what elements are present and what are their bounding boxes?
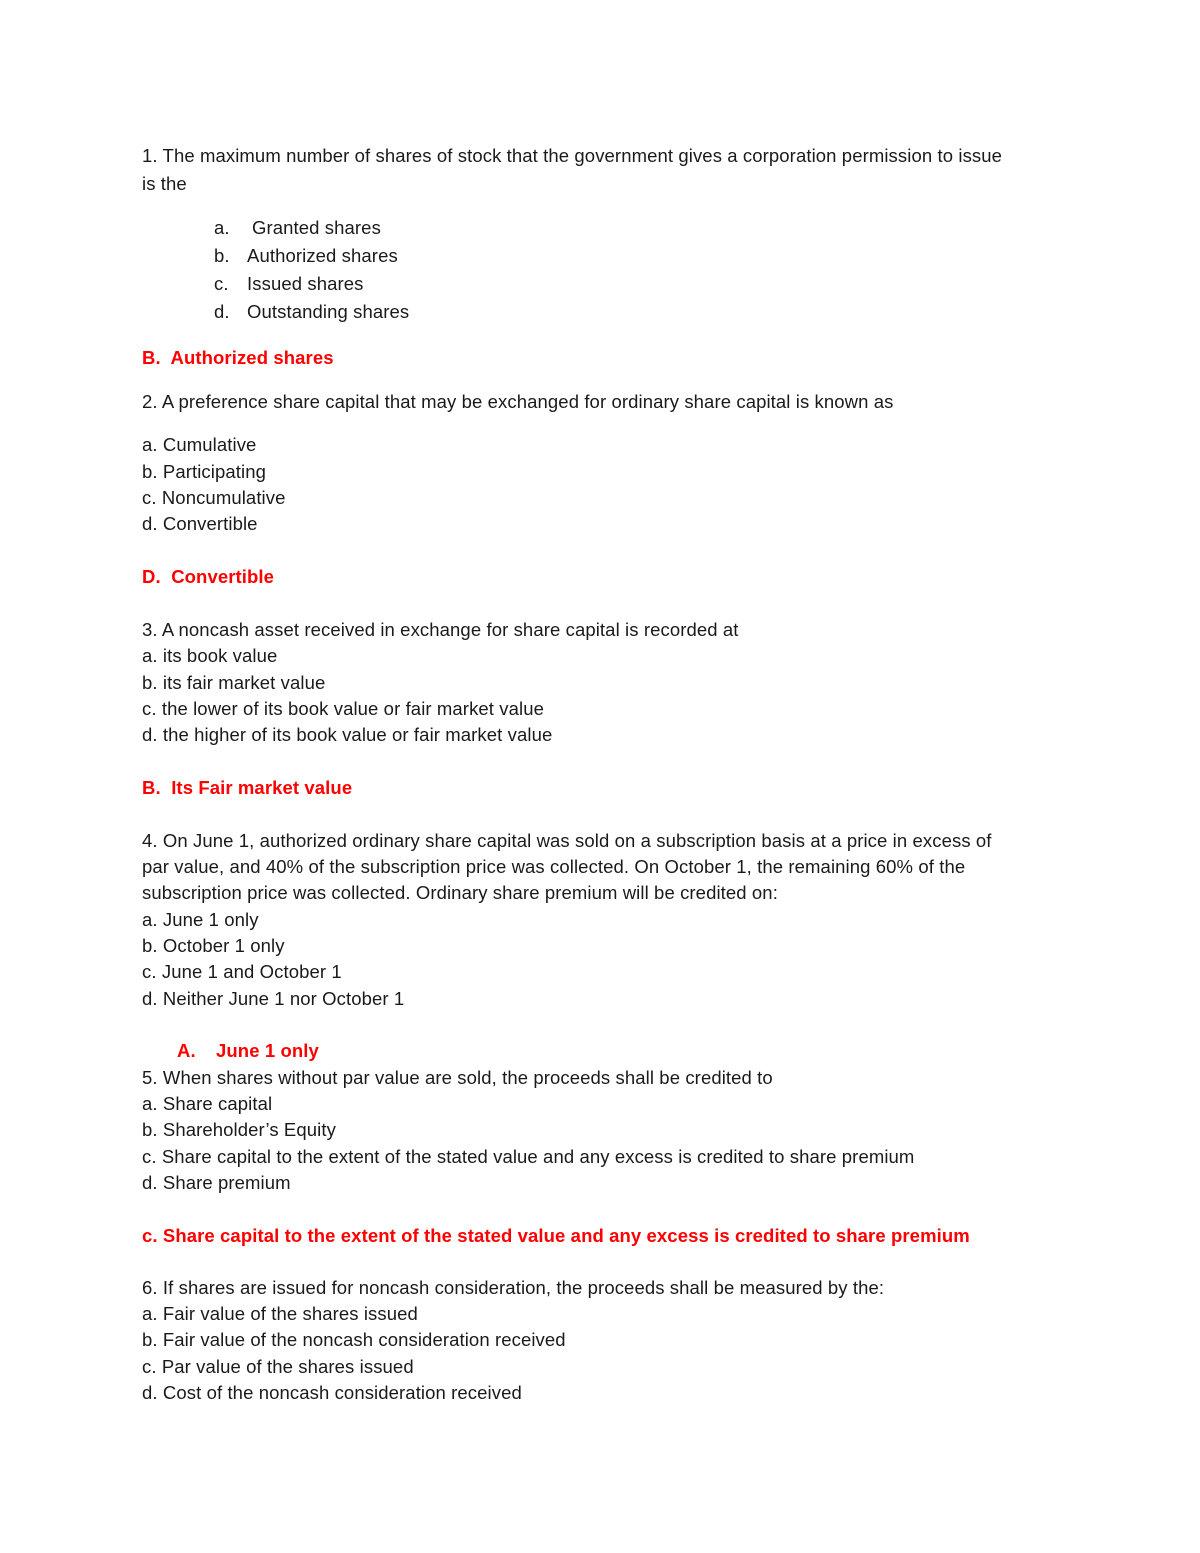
option-text: Fair value of the shares issued <box>162 1303 418 1324</box>
option-text: Noncumulative <box>161 487 286 508</box>
question-1-answer <box>142 345 334 371</box>
option-letter: a. <box>142 434 158 455</box>
question-number: 2. <box>142 391 158 412</box>
question-1-option-b <box>214 243 230 269</box>
option-letter: b. <box>142 935 158 956</box>
option-letter: b. <box>142 672 158 693</box>
question-number: 4. <box>142 830 158 851</box>
option-text: Share capital <box>162 1093 273 1114</box>
question-1-option-a <box>214 215 230 241</box>
question-2-option-a <box>142 432 256 458</box>
option-letter: d. <box>142 1172 158 1193</box>
option-letter: c. <box>142 698 157 719</box>
option-letter: d. <box>142 1382 158 1403</box>
question-number: 1. <box>142 145 158 166</box>
question-4-option-a <box>142 907 259 933</box>
option-text: Outstanding shares <box>247 301 410 322</box>
answer-letter: D. <box>142 566 161 587</box>
answer-text: June 1 only <box>216 1040 319 1061</box>
option-letter: a. <box>142 1093 158 1114</box>
option-letter: d. <box>142 988 158 1009</box>
question-6-line-1 <box>142 1275 884 1301</box>
question-1-option-a-text <box>252 215 381 241</box>
option-letter: a. <box>142 645 158 666</box>
question-5-option-d <box>142 1170 291 1196</box>
option-text: its book value <box>162 645 278 666</box>
answer-text: Share capital to the extent of the stated value and any excess is credited to share premium <box>162 1225 970 1246</box>
question-1-option-d-text <box>247 299 409 325</box>
question-text: The maximum number of shares of stock that the government gives a corporation permission to issue <box>162 145 1003 166</box>
question-1-line-1 <box>142 143 1002 169</box>
answer-letter: c. <box>142 1225 158 1246</box>
question-1-line-2 <box>142 171 187 197</box>
question-text: is the <box>142 173 187 194</box>
option-text: Share premium <box>162 1172 291 1193</box>
option-text: Neither June 1 nor October 1 <box>162 988 405 1009</box>
option-text: Shareholder’s Equity <box>162 1119 336 1140</box>
option-text: Par value of the shares issued <box>161 1356 414 1377</box>
question-4-answer-letter <box>177 1038 196 1064</box>
question-text: A preference share capital that may be exchanged for ordinary share capital is known as <box>161 391 894 412</box>
option-text: Granted shares <box>252 217 381 238</box>
answer-text: Convertible <box>171 566 275 587</box>
question-number: 5. <box>142 1067 158 1088</box>
question-5-option-b <box>142 1117 336 1143</box>
question-1-option-b-text <box>247 243 398 269</box>
answer-letter: A. <box>177 1040 196 1061</box>
question-1-option-d <box>214 299 230 325</box>
option-text: Convertible <box>162 513 258 534</box>
option-letter: c. <box>142 1146 157 1167</box>
option-letter: c. <box>142 961 157 982</box>
question-text: If shares are issued for noncash consideration, the proceeds shall be measured by the: <box>162 1277 885 1298</box>
question-4-line-2 <box>142 854 965 880</box>
question-3-option-c <box>142 696 544 722</box>
question-4-line-3 <box>142 880 778 906</box>
question-number: 3. <box>142 619 158 640</box>
option-letter: c. <box>142 1356 157 1377</box>
question-text: subscription price was collected. Ordinary share premium will be credited on: <box>142 882 778 903</box>
answer-text: Authorized shares <box>170 347 334 368</box>
question-2-option-d <box>142 511 258 537</box>
option-text: Participating <box>162 461 266 482</box>
answer-letter: B. <box>142 347 161 368</box>
option-letter: c. <box>214 273 229 294</box>
question-3-option-b <box>142 670 325 696</box>
option-text: the higher of its book value or fair market value <box>162 724 553 745</box>
question-number: 6. <box>142 1277 158 1298</box>
question-2-line-1 <box>142 389 894 415</box>
question-1-option-c <box>214 271 229 297</box>
question-3-option-a <box>142 643 277 669</box>
question-5-line-1 <box>142 1065 773 1091</box>
option-text: Share capital to the extent of the stated value and any excess is credited to share premium <box>161 1146 915 1167</box>
question-6-option-c <box>142 1354 414 1380</box>
option-text: the lower of its book value or fair market value <box>161 698 545 719</box>
option-letter: a. <box>142 909 158 930</box>
answer-text: Its Fair market value <box>171 777 353 798</box>
option-text: Cost of the noncash consideration received <box>162 1382 522 1403</box>
option-letter: d. <box>214 301 230 322</box>
option-text: October 1 only <box>162 935 285 956</box>
question-4-answer <box>216 1038 319 1064</box>
option-text: Authorized shares <box>247 245 398 266</box>
option-letter: c. <box>142 487 157 508</box>
question-text: On June 1, authorized ordinary share capital was sold on a subscription basis at a price in excess of <box>162 830 992 851</box>
question-4-option-b <box>142 933 285 959</box>
option-letter: d. <box>142 724 158 745</box>
option-text: Cumulative <box>162 434 257 455</box>
question-1-option-c-text <box>247 271 363 297</box>
option-letter: b. <box>142 1329 158 1350</box>
question-4-option-d <box>142 986 404 1012</box>
option-text: Issued shares <box>247 273 364 294</box>
option-letter: b. <box>142 461 158 482</box>
option-text: June 1 and October 1 <box>161 961 342 982</box>
question-6-option-a <box>142 1301 418 1327</box>
question-4-line-1 <box>142 828 992 854</box>
question-text: par value, and 40% of the subscription price was collected. On October 1, the remaining 60% of the <box>142 856 966 877</box>
question-6-option-d <box>142 1380 522 1406</box>
question-2-option-c <box>142 485 286 511</box>
question-3-answer <box>142 775 352 801</box>
question-5-option-c <box>142 1144 914 1170</box>
answer-letter: B. <box>142 777 161 798</box>
option-text: its fair market value <box>162 672 326 693</box>
question-3-option-d <box>142 722 552 748</box>
question-5-answer <box>142 1223 970 1249</box>
question-2-answer <box>142 564 274 590</box>
option-letter: a. <box>142 1303 158 1324</box>
option-text: June 1 only <box>162 909 259 930</box>
question-3-line-1 <box>142 617 739 643</box>
option-letter: d. <box>142 513 158 534</box>
question-4-option-c <box>142 959 342 985</box>
question-text: A noncash asset received in exchange for share capital is recorded at <box>161 619 739 640</box>
question-5-option-a <box>142 1091 272 1117</box>
option-letter: a. <box>214 217 230 238</box>
option-text: Fair value of the noncash consideration received <box>162 1329 566 1350</box>
option-letter: b. <box>142 1119 158 1140</box>
question-2-option-b <box>142 459 266 485</box>
question-text: When shares without par value are sold, the proceeds shall be credited to <box>162 1067 773 1088</box>
question-6-option-b <box>142 1327 566 1353</box>
option-letter: b. <box>214 245 230 266</box>
